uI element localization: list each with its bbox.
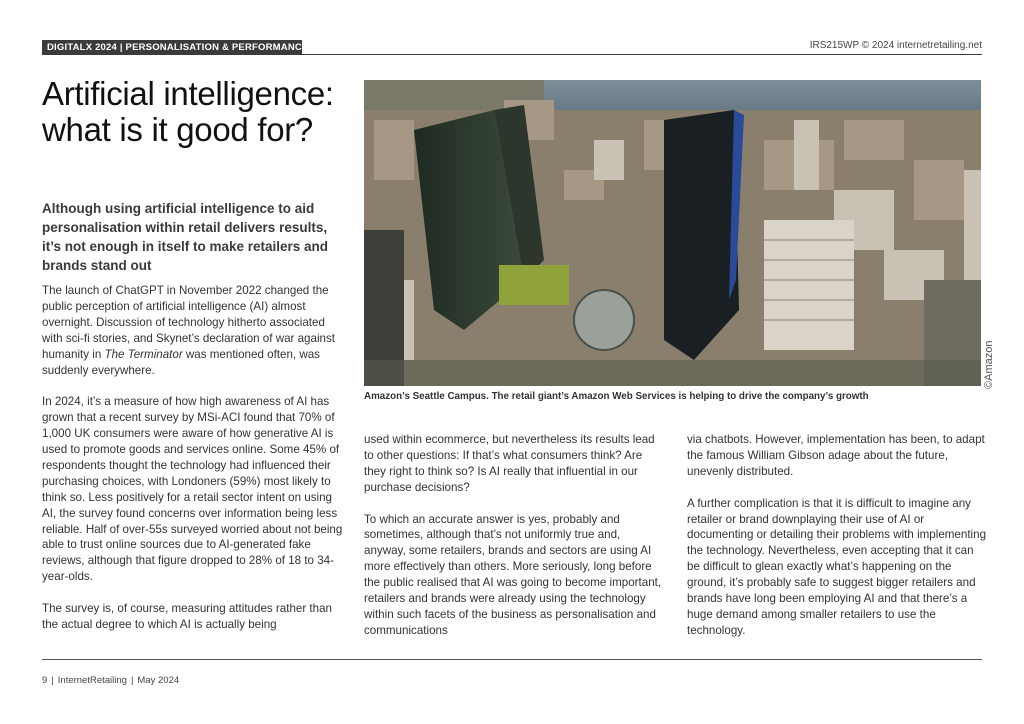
body-column-2 [364,432,664,655]
paragraph: To which an accurate answer is yes, probably and sometimes, although that’s not uniformly true and, anyway, some retailers, brands and sectors are using AI more effectively than others. More seriously, long before the public realised that AI was going to become important, retailers and brands were already using the technology within such facets of the business as personalisation and communications [364,512,662,637]
paragraph: A further complication is that it is difficult to imagine any retailer or brand downplaying their use of AI or documenting or detailing their problems with implementing the technology. Nevertheless, even accepting that it can be difficult to glean exactly what’s happening on the ground, it’s probably safe to suggest bigger retailers and brands have long been employing AI and that there’s a huge demand among smaller retailers to use the technology. [687,496,987,637]
page-reference: IRS215WP © 2024 internetretailing.net [809,40,982,51]
section-tag: DIGITALX 2024 | PERSONALISATION & PERFORMANCE [42,40,302,55]
paragraph: via chatbots. However, implementation has been, to adapt the famous William Gibson adage about the future, unevenly distributed. [687,433,985,478]
publication-name: InternetRetailing [57,675,127,686]
city-photo [364,80,981,386]
aerial-city-illustration [364,80,981,386]
page-footer: 9 | InternetRetailing | May 2024 [42,675,180,686]
paragraph: The survey is, of course, measuring attitudes rather than the actual degree to which AI is actually being [42,602,332,631]
paragraph: In 2024, it’s a measure of how high awareness of AI has grown that a recent survey by MSi-ACI found that 70% of 1,000 UK consumers were aware of how generative AI is used to promote goods and services online. Some 45% of respondents thought the technology had influenced their purchasing choices, with Londoners (59%) most likely to think so. Less positively for a retail sector intent on using AI, the survey found concerns over information being less reliable. Half of over-55s surveyed worried about not being able to trust online sources due to AI-generated fake reviews, although that figure dropped to 28% of 18 to 34-year-olds. [42,395,343,584]
body-column-3 [687,432,987,655]
footer-divider [42,659,982,660]
paragraph: The launch of ChatGPT in November 2022 changed the public perception of artificial intelligence (AI) almost overnight. Discussion of technology hitherto associated with sci-fi stories, and Skynet’s declaration of war against humanity in The Terminator was mentioned often, was suddenly everywhere. [42,284,335,377]
paragraph: used within ecommerce, but nevertheless its results lead to other questions: If that’s what consumers think? Are they right to think so? Is AI really that influential in our purchase decisions? [364,433,655,494]
page-number: 9 [42,675,48,686]
body-column-1 [42,283,344,649]
film-title: The Terminator [104,347,183,361]
issue-date: May 2024 [137,675,180,686]
article-standfirst: Although using artificial intelligence to aid personalisation within retail delivers results, it’s not enough in itself to make retailers and brands stand out [42,201,329,273]
photo-caption: Amazon’s Seattle Campus. The retail giant’s Amazon Web Services is helping to drive the company’s growth [364,391,869,402]
photo-credit: ©Amazon [983,340,995,389]
header-divider [42,54,982,55]
article-title: Artificial intelligence: what is it good for? [42,75,334,148]
